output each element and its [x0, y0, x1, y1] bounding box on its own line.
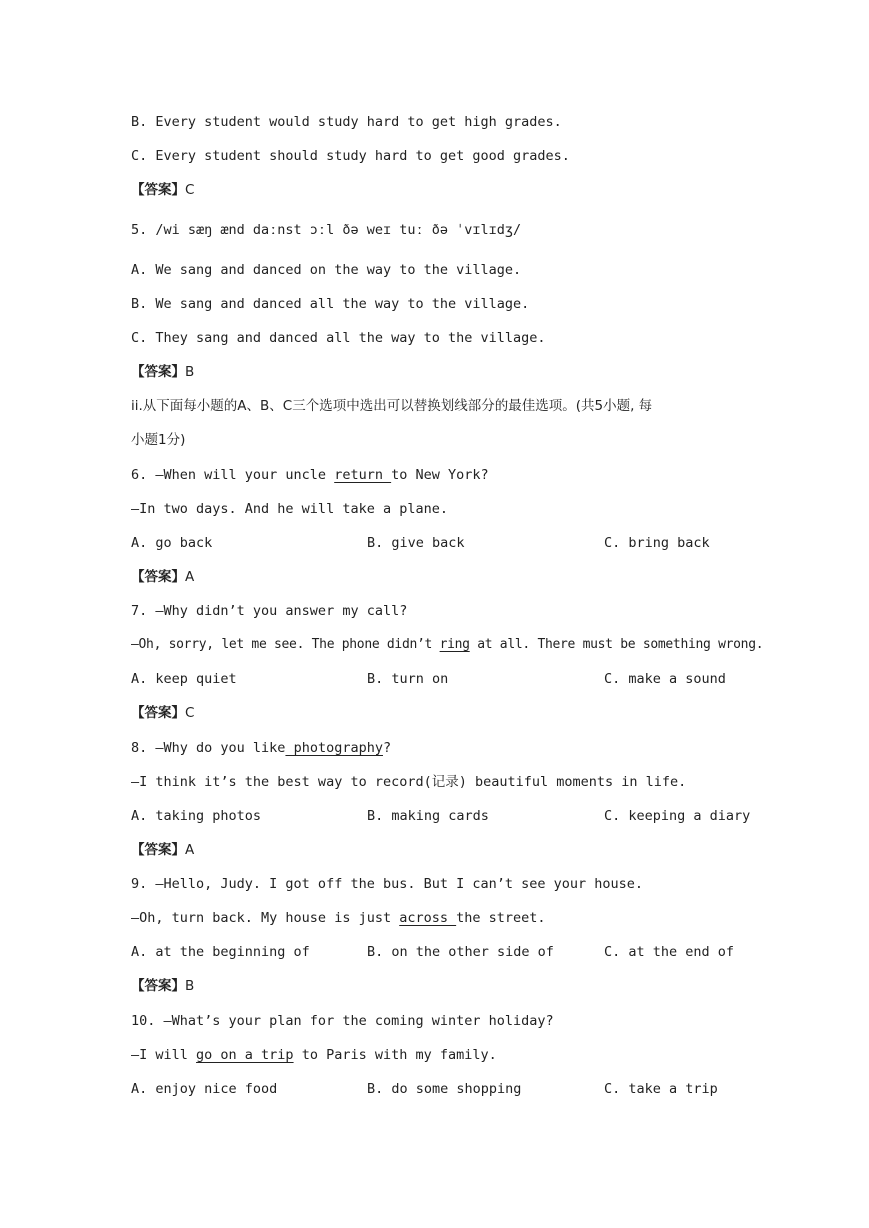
section-ii-instruction-line1: ii.从下面每小题的A、B、C三个选项中选出可以替换划线部分的最佳选项。(共5小题, 每 [131, 398, 653, 414]
q7-option-a: A. keep quiet [131, 671, 237, 687]
q10-underlined-phrase: go on a trip [196, 1047, 294, 1063]
q9-answer [131, 977, 194, 995]
answer-label: 【答案】 [131, 364, 185, 380]
q7-answer [131, 704, 194, 722]
answer-label: 【答案】 [131, 705, 185, 721]
q8-reply: —I think it’s the best way to record(记录) beautiful moments in life. [131, 774, 687, 790]
q5-option-b: B. We sang and danced all the way to the village. [131, 296, 530, 312]
q6-stem-pre: 6. —When will your uncle [131, 467, 335, 483]
answer-value: C [185, 705, 195, 721]
q8-option-a: A. taking photos [131, 808, 262, 824]
answer-value: B [185, 978, 195, 994]
q6-reply: —In two days. And he will take a plane. [131, 501, 448, 517]
q9-reply [131, 909, 546, 927]
q7-reply-post: at all. There must be something wrong. [469, 637, 764, 652]
q10-option-c: C. take a trip [604, 1081, 718, 1097]
answer-label: 【答案】 [131, 978, 185, 994]
q10-reply-pre: —I will [131, 1047, 197, 1063]
q7-option-c: C. make a sound [604, 671, 726, 687]
answer-value: C [185, 182, 195, 198]
q10-stem: 10. —What’s your plan for the coming winter holiday? [131, 1013, 554, 1029]
q4-answer [131, 181, 194, 199]
q5-option-c: C. They sang and danced all the way to the village. [131, 330, 546, 346]
q4-option-c: C. Every student should study hard to get good grades. [131, 148, 570, 164]
q6-stem [131, 466, 489, 484]
q10-reply [131, 1046, 497, 1064]
q5-answer [131, 363, 194, 381]
section-ii-instruction-line2: 小题1分) [131, 432, 186, 448]
q8-option-b: B. making cards [367, 808, 489, 824]
q6-answer [131, 568, 194, 586]
q5-stem: 5. /wi sæŋ ænd daːnst ɔːl ðə weɪ tuː ðə ˈvɪlɪdʒ/ [131, 222, 522, 238]
q8-underlined-word: photography [285, 740, 383, 756]
q9-option-b: B. on the other side of [367, 944, 554, 960]
q9-reply-post: the street. [456, 910, 546, 926]
q8-stem-post: ? [382, 740, 392, 756]
q6-stem-post: to New York? [391, 467, 489, 483]
q6-underlined-word: return [334, 467, 392, 483]
q6-option-b: B. give back [367, 535, 465, 551]
answer-label: 【答案】 [131, 569, 185, 585]
q6-option-a: A. go back [131, 535, 213, 551]
answer-label: 【答案】 [131, 842, 185, 858]
answer-value: B [185, 364, 195, 380]
q9-underlined-word: across [399, 910, 457, 926]
q10-option-a: A. enjoy nice food [131, 1081, 278, 1097]
q5-option-a: A. We sang and danced on the way to the village. [131, 262, 522, 278]
q7-stem: 7. —Why didn’t you answer my call? [131, 603, 408, 619]
q8-stem [131, 739, 391, 757]
q10-option-b: B. do some shopping [367, 1081, 522, 1097]
answer-value: A [185, 842, 195, 858]
q7-reply [131, 636, 763, 654]
q4-option-b: B. Every student would study hard to get high grades. [131, 114, 562, 130]
q7-reply-pre: —Oh, sorry, let me see. The phone didn’t [131, 637, 440, 652]
answer-value: A [185, 569, 195, 585]
q8-option-c: C. keeping a diary [604, 808, 751, 824]
q8-answer [131, 841, 194, 859]
q7-option-b: B. turn on [367, 671, 449, 687]
q9-option-c: C. at the end of [604, 944, 735, 960]
q9-option-a: A. at the beginning of [131, 944, 310, 960]
q9-reply-pre: —Oh, turn back. My house is just [131, 910, 400, 926]
q9-stem: 9. —Hello, Judy. I got off the bus. But I can’t see your house. [131, 876, 644, 892]
q7-underlined-word: ring [439, 637, 470, 652]
answer-label: 【答案】 [131, 182, 185, 198]
q10-reply-post: to Paris with my family. [293, 1047, 497, 1063]
q8-stem-pre: 8. —Why do you like [131, 740, 286, 756]
q6-option-c: C. bring back [604, 535, 710, 551]
